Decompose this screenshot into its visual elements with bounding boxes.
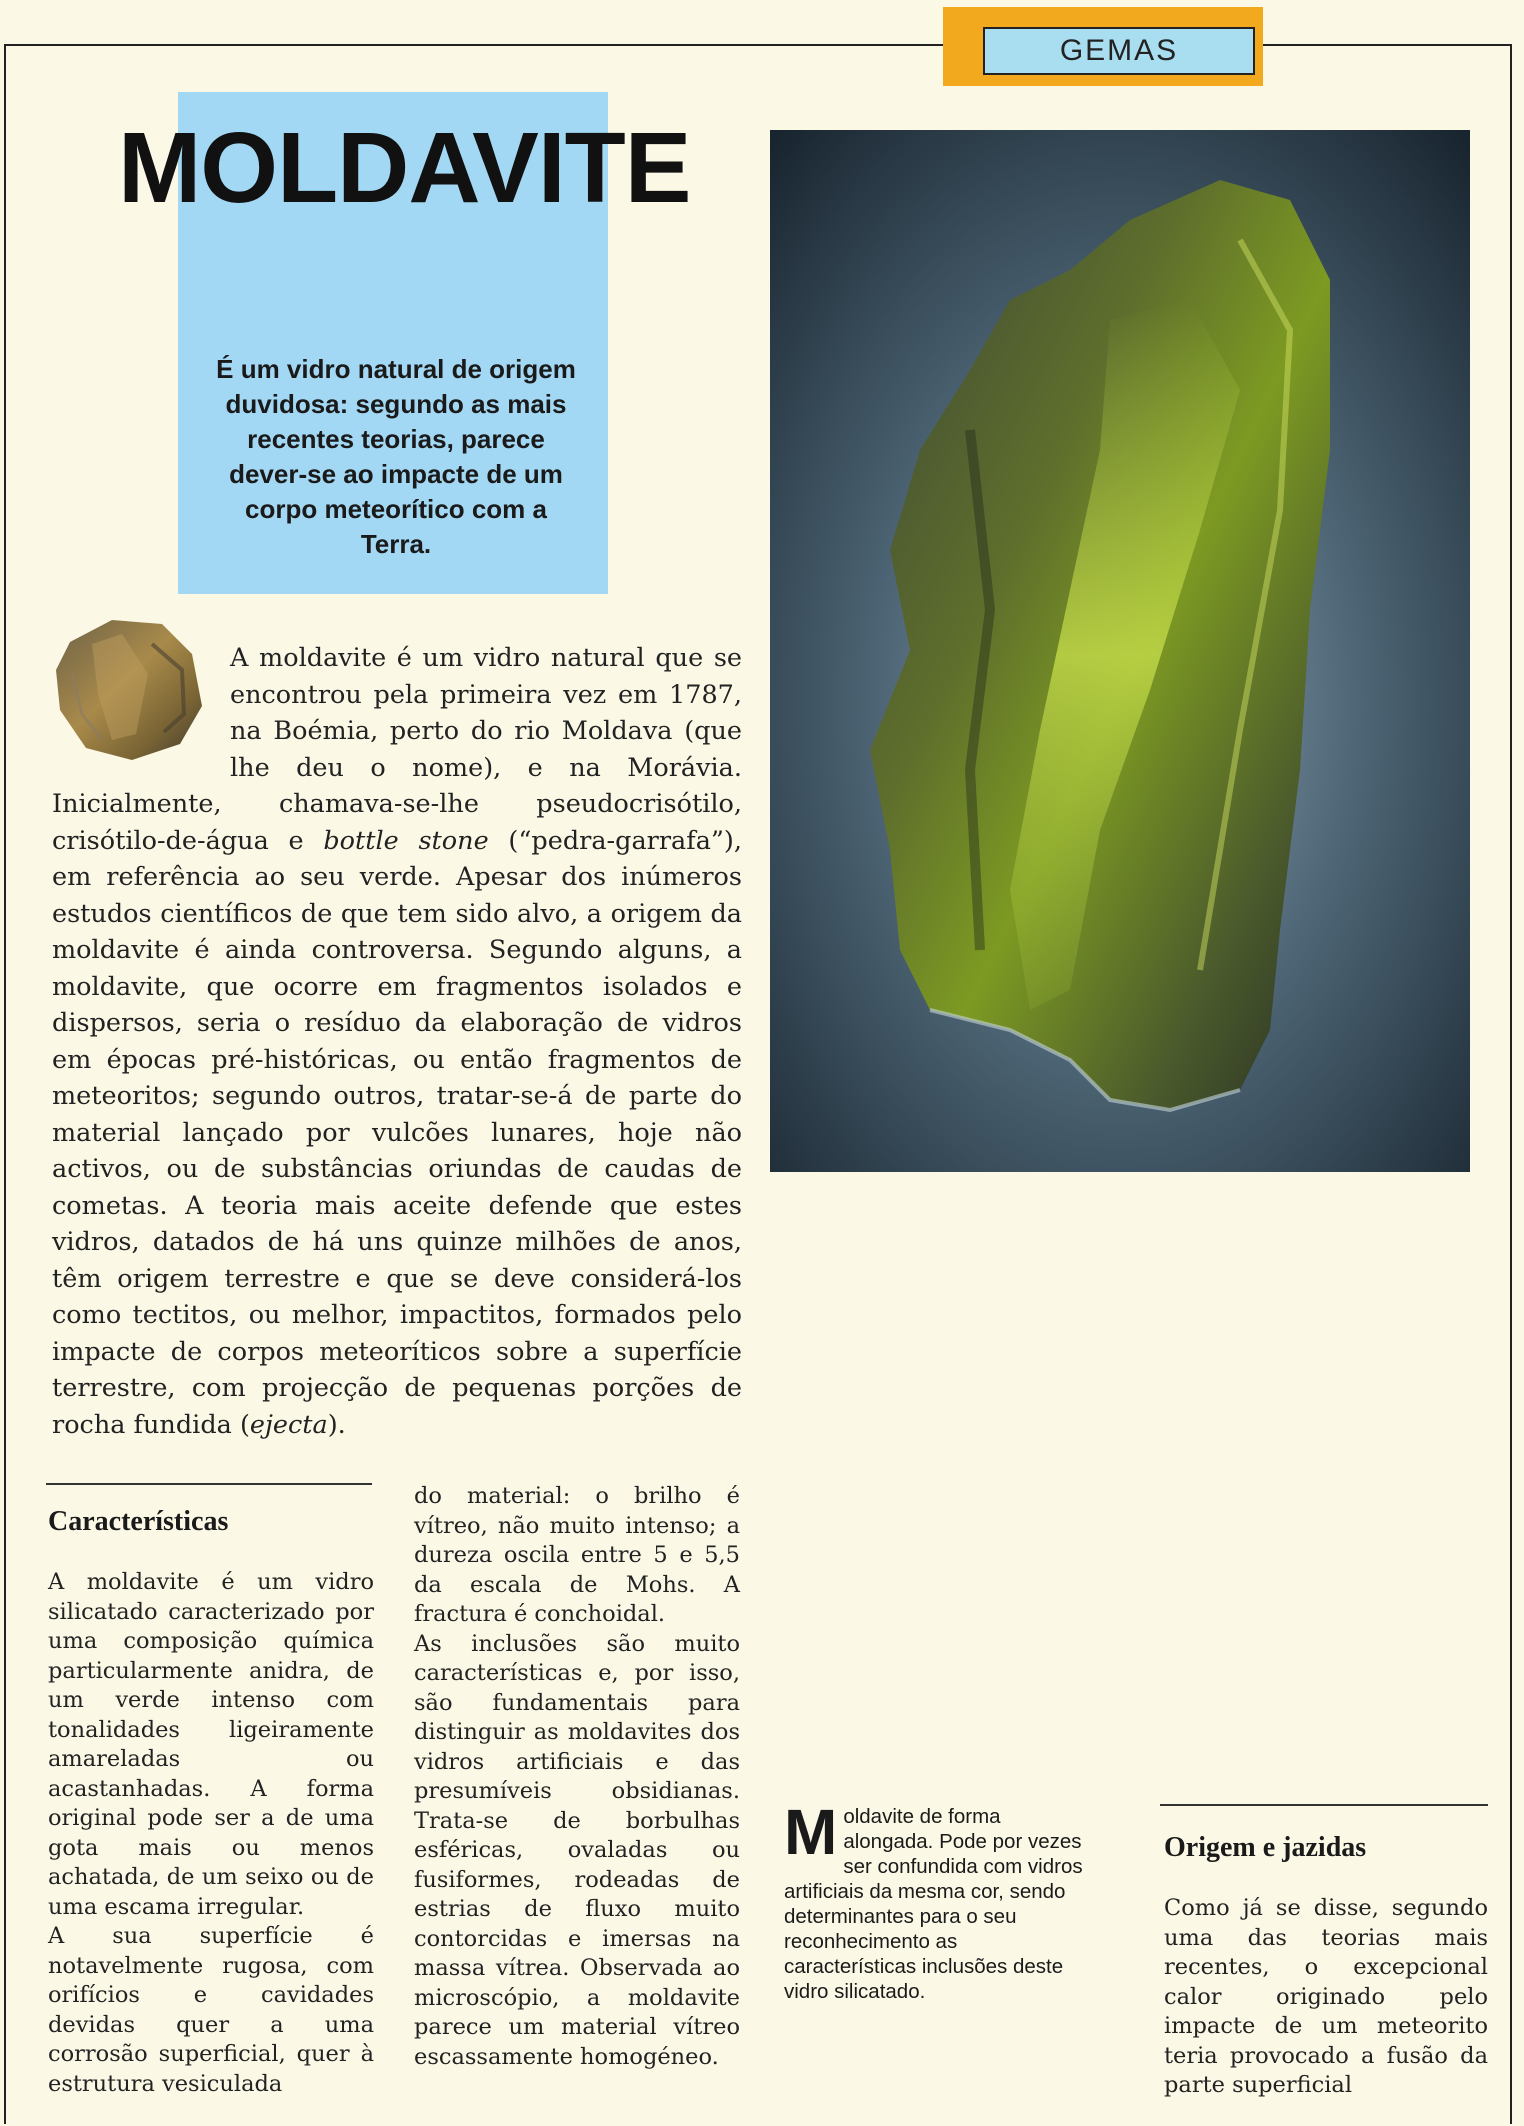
section-tab xyxy=(943,7,1263,86)
page-frame-left xyxy=(4,44,6,2124)
photo-caption: Moldavite de forma alongada. Pode por vezes ser confundida com vidros artificiais da mesma cor, sendo determinantes para o seu reconhecimento as características inclusões deste vidro silicatado. xyxy=(784,1796,1083,2003)
characteristics-rule xyxy=(46,1483,372,1485)
characteristics-column-2: do material: o brilho é vítreo, não muito intenso; a dureza oscila entre 5 e 5,5 da escala de Mohs. A fractura é conchoidal. As inclusões são muito características e, por isso, são fundamentais para distinguir as moldavites dos vidros artificiais e das presumíveis obsidianas. Trata-se de borbulhas esféricas, ovaladas ou fusiformes, rodeadas de estrias de fluxo muito contorcidas e imersas na massa vítrea. Observada ao microscópio, a moldavite parece um material vítreo escassamente homogéneo. xyxy=(414,1483,740,2070)
lead-paragraph: É um vidro natural de origem duvidosa: segundo as mais recentes teorias, parece dever-se ao impacte de um corpo meteorítico com a Terra. xyxy=(216,354,576,559)
intro-paragraph: A moldavite é um vidro natural que se encontrou pela primeira vez em 1787, na Boémia, perto do rio Moldava (que lhe deu o nome), e na Morávia. Inicialmente, chamava-se-lhe pseudocrisótilo, crisótilo-de-água e bottle stone (“pedra-garrafa”), em referência ao seu verde. Apesar dos inúmeros estudos científicos de que tem sido alvo, a origem da moldavite é ainda controversa. Segundo alguns, a moldavite, que ocorre em fragmentos isolados e dispersos, seria o resíduo da elaboração de vidros em épocas pré-históricas, ou então fragmentos de meteoritos; segundo outros, tratar-se-á de parte do material lançado por vulcões lunares, hoje não activos, ou de substâncias oriundas de caudas de cometas. A teoria mais aceite defende que estes vidros, datados de há uns quinze milhões de anos, têm origem terrestre e que se deve considerá-los como tectitos, ou melhor, impactitos, formados pelo impacte de corpos meteoríticos sobre a superfície terrestre, com projecção de pequenas porções de rocha fundida (ejecta). xyxy=(52,643,742,1440)
origin-rule xyxy=(1160,1804,1488,1806)
page-frame-top xyxy=(4,44,1512,46)
moldavite-photo xyxy=(770,130,1470,1172)
characteristics-column-1: A moldavite é um vidro silicatado caracterizado por uma composição química particularmente anidra, de um verde intenso com tonalidades ligeiramente amareladas ou acastanhadas. A forma original pode ser a de uma gota mais ou menos achatada, de um seixo ou de uma escama irregular. A sua superfície é notavelmente rugosa, com orifícios e cavidades devidas quer a uma corrosão superficial, quer à estrutura vesiculada xyxy=(48,1569,374,2097)
page-frame-right xyxy=(1510,44,1512,2124)
caption-dropcap: M xyxy=(784,1796,838,1868)
characteristics-heading: Características xyxy=(48,1506,229,1537)
page-title: MOLDAVITE xyxy=(118,112,691,224)
origin-paragraph: Como já se disse, segundo uma das teorias mais recentes, o excepcional calor originado pelo impacte de um meteorito teria provocado a fusão da parte superficial xyxy=(1164,1895,1488,2098)
section-label: GEMAS xyxy=(983,27,1255,75)
origin-heading: Origem e jazidas xyxy=(1164,1832,1367,1863)
